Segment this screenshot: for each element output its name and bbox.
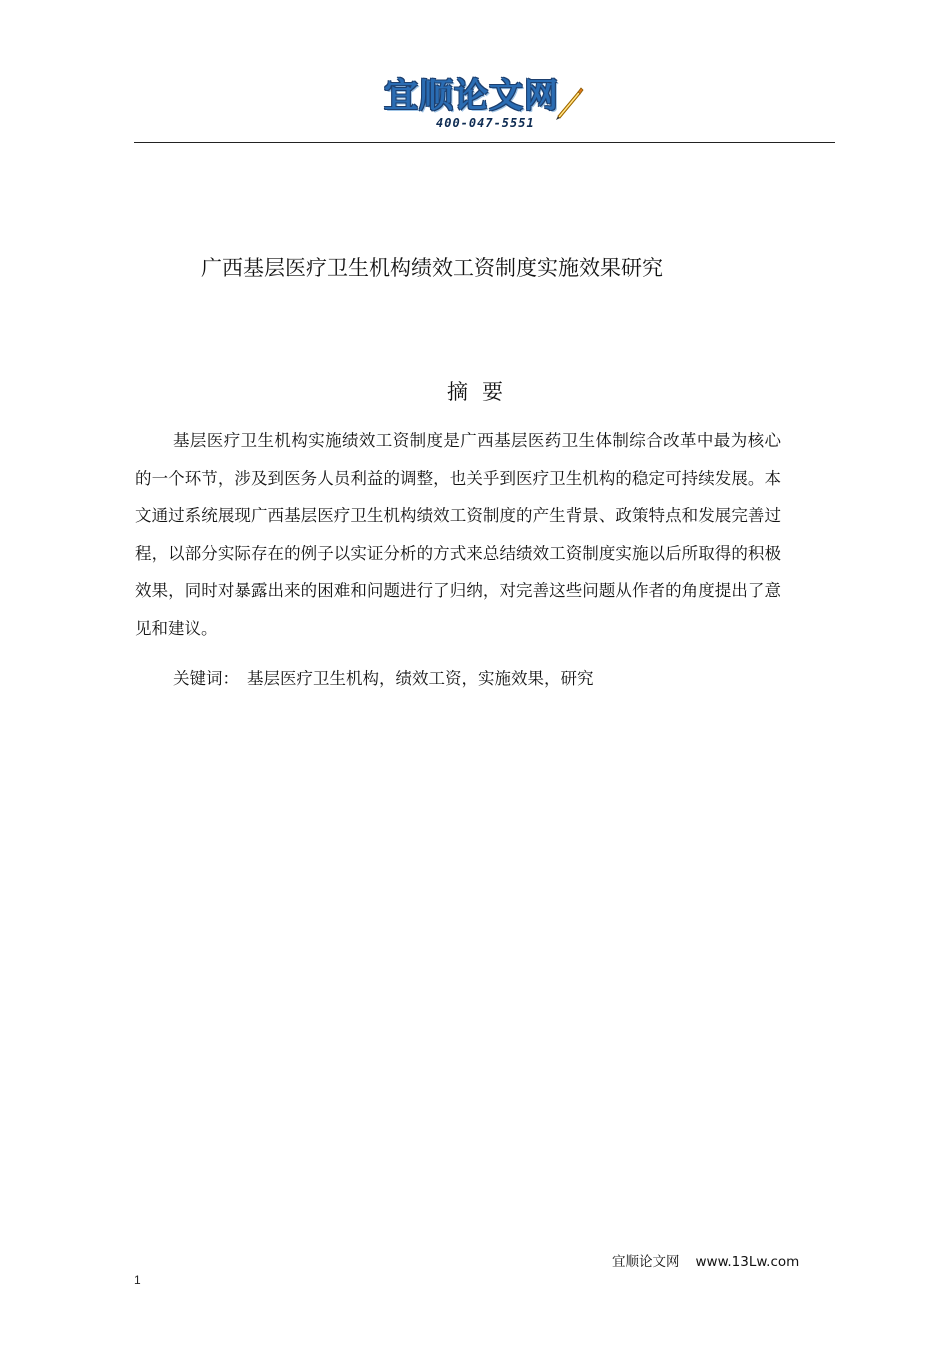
pencil-icon xyxy=(552,82,586,122)
page-number: 1 xyxy=(134,1273,141,1287)
footer-site-info xyxy=(612,1252,799,1272)
abstract-body: 基层医疗卫生机构实施绩效工资制度是广西基层医药卫生体制综合改革中最为核心的一个环节，涉及到医务人员利益的调整，也关乎到医疗卫生机构的稳定可持续发展。本文通过系统展现广西基层医疗卫生机构绩效工资制度的产生背景、政策特点和发展完善过程，以部分实际存在的例子以实证分析的方式来总结绩效工资制度实施以后所取得的积极效果，同时对暴露出来的困难和问题进行了归纳，对完善这些问题从作者的角度提出了意见和建议。 xyxy=(135,431,781,638)
logo-phone-number: 400-047-5551 xyxy=(436,116,535,130)
keywords-line xyxy=(173,664,594,694)
keywords-label: 关键词： xyxy=(173,669,239,688)
document-title: 广西基层医疗卫生机构绩效工资制度实施效果研究 xyxy=(201,256,663,280)
keywords-list: 基层医疗卫生机构，绩效工资，实施效果，研究 xyxy=(247,669,594,688)
header-divider xyxy=(134,142,835,143)
abstract-heading: 摘要 xyxy=(447,380,517,404)
logo-wordmark: 宜顺论文网 xyxy=(384,76,559,116)
footer-site-name: 宜顺论文网 xyxy=(612,1254,680,1270)
site-logo xyxy=(384,76,584,134)
footer-site-url: www.13Lw.com xyxy=(695,1254,800,1270)
